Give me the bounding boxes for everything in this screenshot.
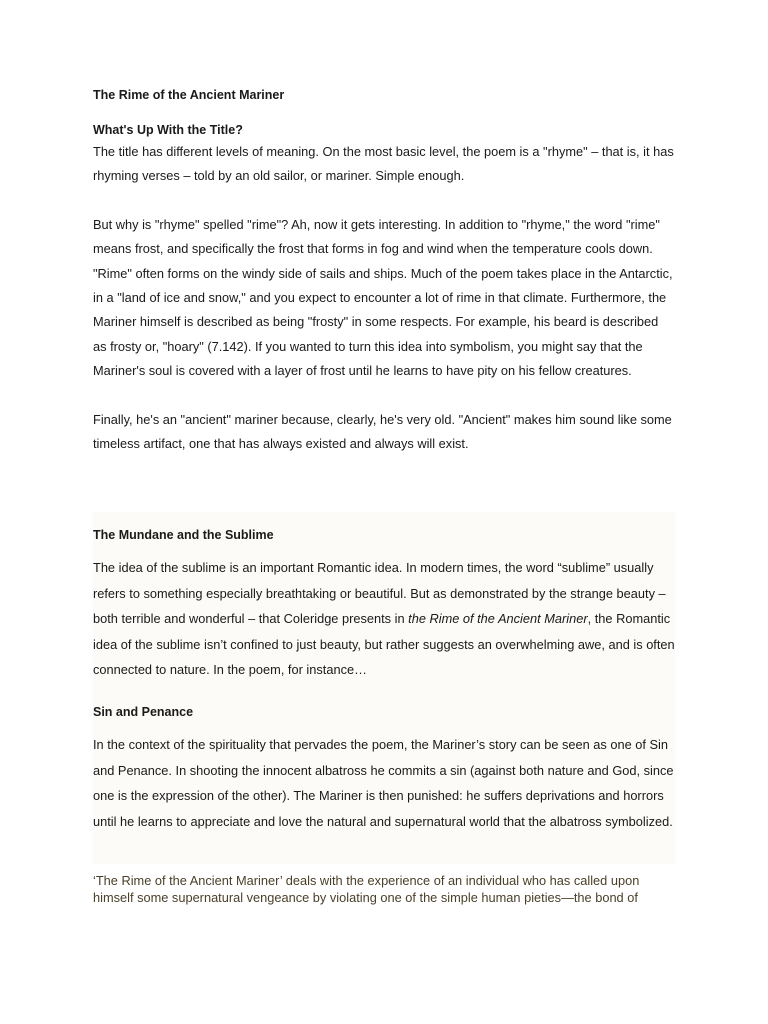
poem-title-italic: the Rime of the Ancient Mariner [408, 611, 588, 627]
section-heading-sin: Sin and Penance [93, 704, 194, 719]
paragraph-rime-frost: But why is "rhyme" spelled "rime"? Ah, now it gets interesting. In addition to "rhyme," the word "rime" means frost, and specifically the frost that forms in fog and wind when the temperature cools down. "Rime" often forms on the windy side of sails and ships. Much of the poem takes place in the Antarctic, in a "land of ice and snow," and you expect to encounter a lot of rime in that climate. Furthermore, the Mariner himself is described as being "frosty" in some respects. For example, his beard is described as frosty or, "hoary" (7.142). If you wanted to turn this idea into symbolism, you might say that the Mariner's soul is covered with a layer of frost until he learns to have pity on his fellow creatures. [93, 216, 673, 379]
paragraph-sin-penance: In the context of the spirituality that pervades the poem, the Mariner’s story can be seen as one of Sin and Penance. In shooting the innocent albatross he commits a sin (against both nature and God, since one is the expression of the other). The Mariner is then punished: he suffers deprivations and horrors until he learns to appreciate and love the natural and supernatural world that the albatross symbolized. [93, 736, 674, 829]
quote-excerpt: ‘The Rime of the Ancient Mariner’ deals with the experience of an individual who has called upon himself some supernatural vengeance by violating one of the simple human pieties—the bond of [93, 873, 640, 905]
sublime-text-start: The idea of the sublime is an important Romantic idea. In modern times, the word “sublime” usually refers to something especially breathtaking or beautiful. But as demonstrated by the strange beauty – both terrible and wonderful – that Coleridge presents in [93, 560, 666, 627]
document-title: The Rime of the Ancient Mariner [93, 88, 285, 102]
paragraph-sublime [93, 555, 675, 683]
sublime-text-end: , the Romantic idea of the sublime isn’t confined to just beauty, but rather suggests an overwhelming awe, and is often connected to nature. In the poem, for instance… [93, 611, 675, 678]
document-body [93, 86, 675, 456]
shaded-excerpt-block [93, 512, 675, 864]
section-heading-title: What's Up With the Title? [93, 123, 243, 137]
section-heading-sublime: The Mundane and the Sublime [93, 528, 274, 542]
paragraph-ancient: Finally, he's an "ancient" mariner because, clearly, he's very old. "Ancient" makes him sound like some timeless artifact, one that has always existed and always will exist. [93, 411, 672, 452]
paragraph-title-meaning: The title has different levels of meaning. On the most basic level, the poem is a "rhyme" – that is, it has rhyming verses – told by an old sailor, or mariner. Simple enough. [93, 144, 674, 184]
